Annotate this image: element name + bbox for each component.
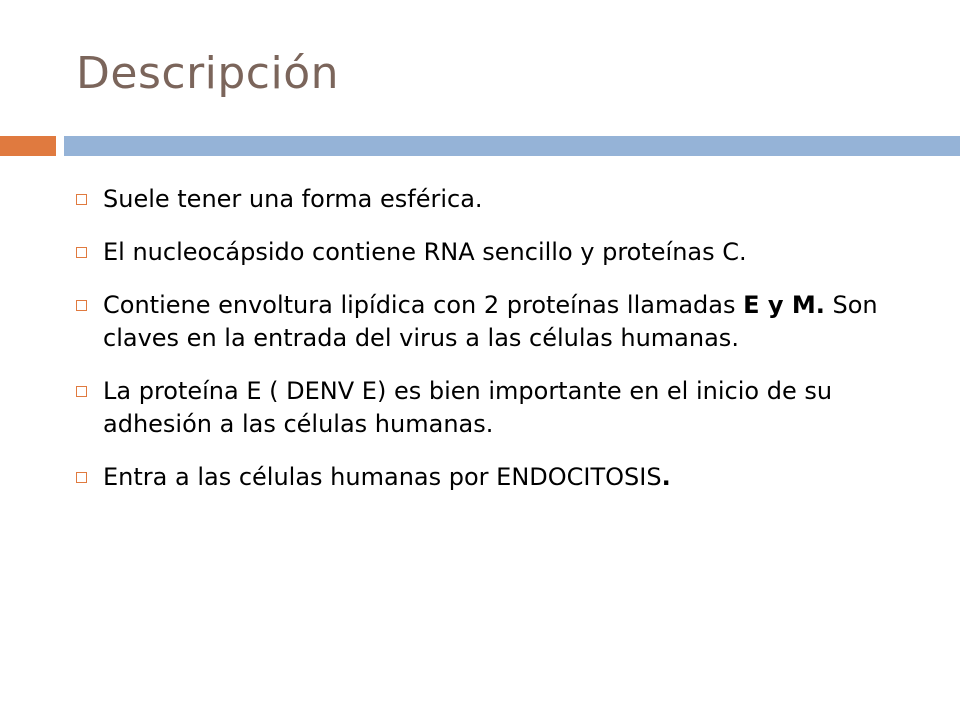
bullet-text-run: Contiene envoltura lipídica con 2 proteínas llamadas xyxy=(103,291,744,319)
bullet-text xyxy=(103,289,896,355)
slide-title: Descripción xyxy=(76,48,340,99)
bullet-bold-text: . xyxy=(661,463,671,491)
bullet-text-run: Entra a las células humanas por ENDOCITOSIS xyxy=(103,463,662,491)
list-item xyxy=(76,375,896,441)
list-item xyxy=(76,289,896,355)
bullet-text xyxy=(103,236,896,269)
square-outline-bullet-icon xyxy=(76,194,87,205)
list-item xyxy=(76,461,896,494)
square-outline-bullet-icon xyxy=(76,472,87,483)
list-item xyxy=(76,183,896,216)
bullet-text-run: Son claves en la entrada del virus a las células humanas. xyxy=(103,291,878,352)
title-underline-bar xyxy=(64,136,960,156)
bullet-list xyxy=(76,183,896,514)
accent-bar xyxy=(0,136,56,156)
bullet-bold-text: E y M. xyxy=(743,291,825,319)
bullet-text xyxy=(103,461,896,494)
square-outline-bullet-icon xyxy=(76,247,87,258)
bullet-text-run: El nucleocápsido contiene RNA sencillo y proteínas C. xyxy=(103,238,747,266)
square-outline-bullet-icon xyxy=(76,386,87,397)
square-outline-bullet-icon xyxy=(76,300,87,311)
bullet-text-run: Suele tener una forma esférica. xyxy=(103,185,483,213)
list-item xyxy=(76,236,896,269)
bullet-text-run: La proteína E ( DENV E) es bien importante en el inicio de su adhesión a las células humanas. xyxy=(103,377,833,438)
bullet-text xyxy=(103,375,896,441)
bullet-text xyxy=(103,183,896,216)
